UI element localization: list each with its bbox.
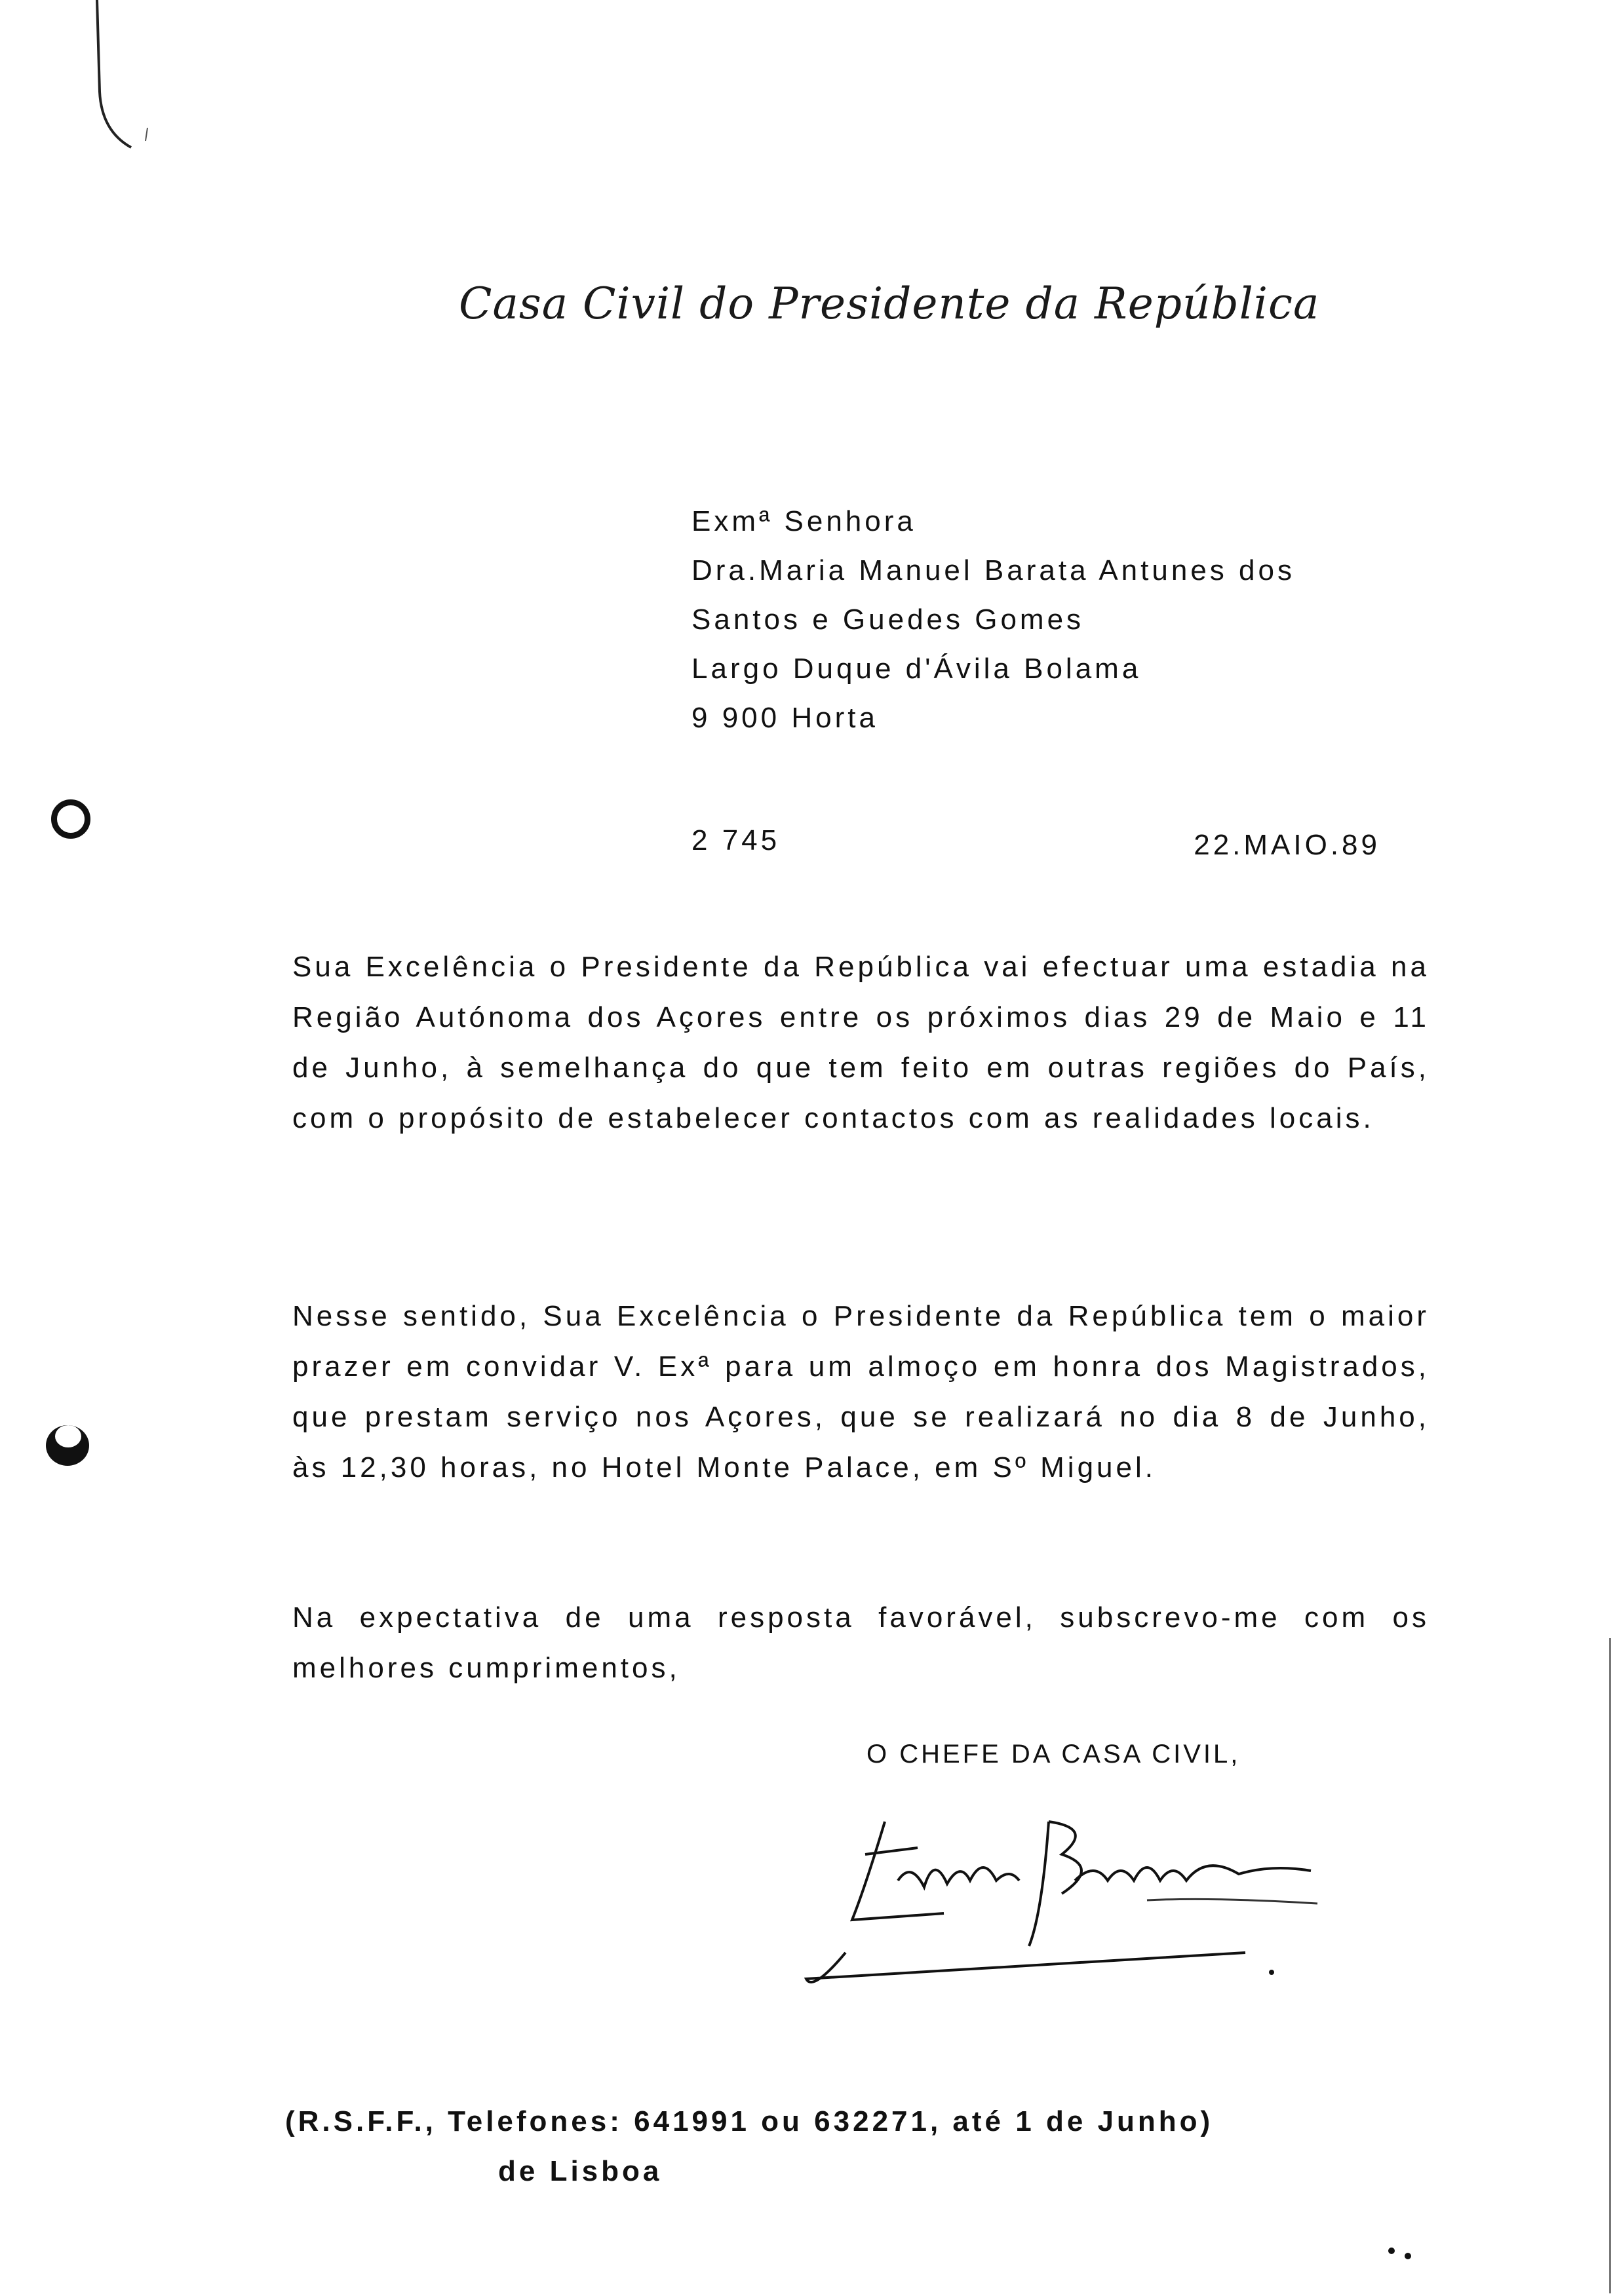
address-line: Exmª Senhora (691, 505, 916, 537)
page-edge-mark (85, 0, 170, 170)
body-paragraph (292, 1592, 1430, 1693)
address-line: Largo Duque d'Ávila Bolama (691, 653, 1142, 685)
letter-date: 22.MAIO.89 (1194, 829, 1380, 861)
punch-hole-top (51, 799, 90, 839)
body-paragraph (292, 942, 1430, 1143)
body-paragraph (292, 1291, 1430, 1493)
letterhead: Casa Civil do Presidente da República (459, 278, 1320, 329)
footer-line: de Lisboa (498, 2155, 663, 2187)
paragraph-text: Sua Excelência o Presidente da República vai efectuar uma estadia na Região Autónoma dos Açores entre os próximos dias 29 de Maio e 11 de Junho, à semelhança do que tem feito em outras regiões do País, com o propósito de estabelecer contactos com as realidades locais. (292, 951, 1430, 1134)
address-line: 9 900 Horta (691, 702, 878, 734)
dot-mark (1405, 2253, 1411, 2259)
footer-line: (R.S.F.F., Telefones: 641991 ou 632271, até 1 de Junho) (285, 2105, 1214, 2137)
handwritten-signature (787, 1782, 1344, 1999)
address-line: Dra.Maria Manuel Barata Antunes dos (691, 554, 1295, 586)
footer-note (285, 2097, 1213, 2196)
dot-mark (1388, 2248, 1395, 2254)
right-edge-line (1609, 1638, 1611, 2293)
reference-number: 2 745 (691, 824, 781, 856)
punch-hole-bottom-inner (55, 1425, 81, 1447)
paragraph-text: Nesse sentido, Sua Excelência o Presidente da República tem o maior prazer em convidar V. Exª para um almoço em honra dos Magistrados, que prestam serviço nos Açores, que se realizará no dia 8 de Junho, às 12,30 horas, no Hotel Monte Palace, em Sº Miguel. (292, 1300, 1430, 1483)
signatory-title: O CHEFE DA CASA CIVIL, (866, 1740, 1241, 1769)
address-line: Santos e Guedes Gomes (691, 603, 1085, 636)
paragraph-text: Na expectativa de uma resposta favorável, subscrevo-me com os melhores cumprimentos, (292, 1601, 1430, 1684)
recipient-address (691, 497, 1295, 742)
